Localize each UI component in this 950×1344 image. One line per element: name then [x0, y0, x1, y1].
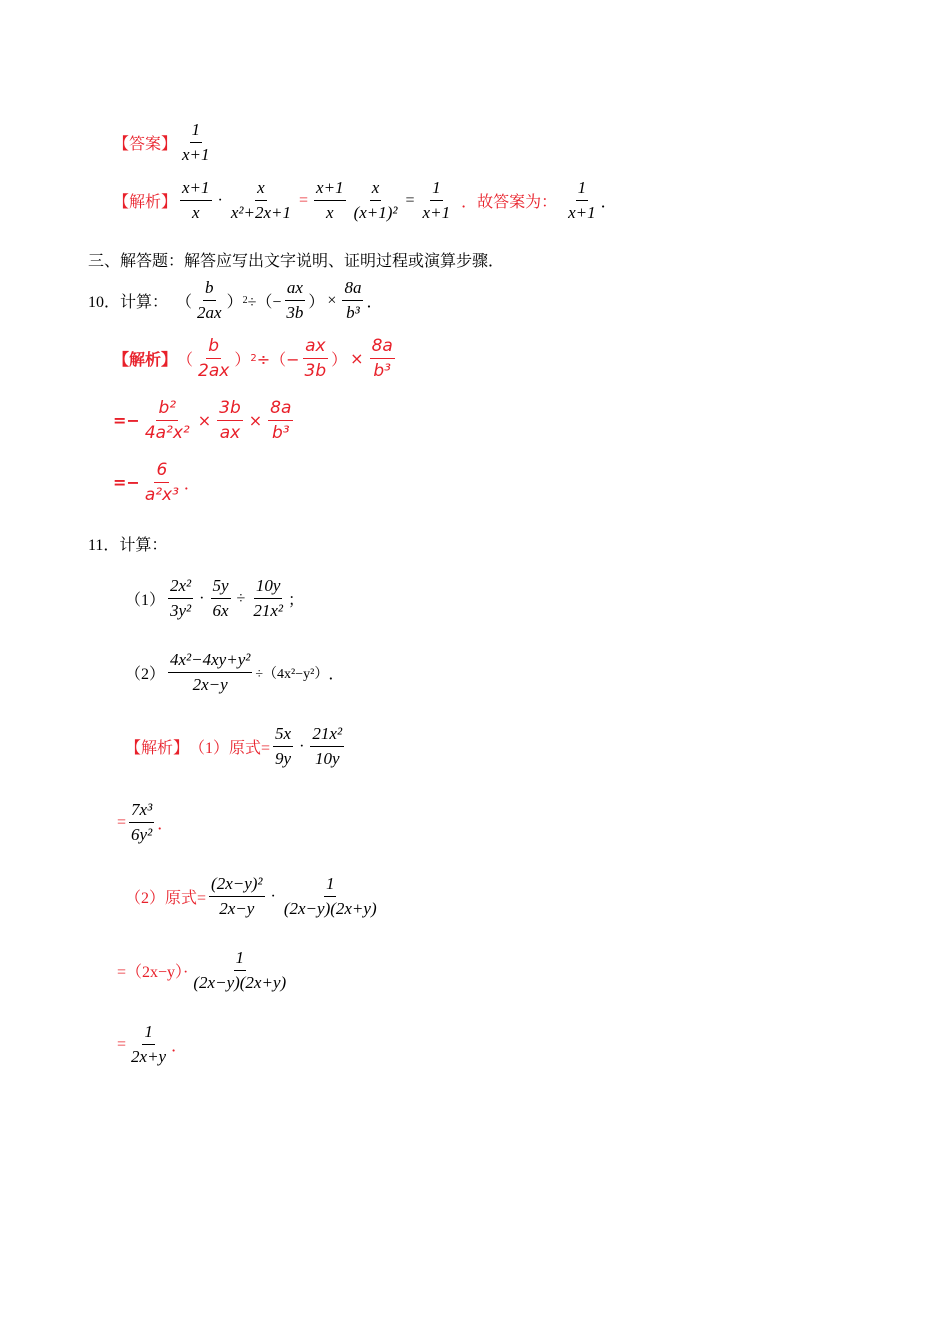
- q11ans-line3: （2）原式= $\frac{\text{(2x−y)²}}{2x-y}$ · $\frac{1}{(2x-y)(2x+y)}$: [125, 872, 382, 921]
- frac: $\frac{8a}{\text{b³}}$: [371, 336, 393, 381]
- frac: $\frac{\text{b²}}{\text{4a²x²}}$: [144, 398, 190, 443]
- frac: $\frac{\text{4x²−4xy+y²}}{2x-y}$: [170, 650, 251, 694]
- frac: $\frac{\text{2x²}}{\text{3y²}}$: [170, 576, 192, 620]
- answer-tag: 【答案】: [113, 136, 178, 153]
- frac: $\frac{ax}{3b}$: [304, 336, 327, 381]
- q10ans-line3: =− $\frac{6}{\text{a²x³}}$ ．: [113, 460, 200, 505]
- q11ans-line1: 【解析】 （1）原式= $\frac{5x}{9y}$ · $\frac{\text{21x²}}{10y}$: [125, 722, 347, 771]
- frac: $\frac{1}{2x+y}$: [131, 1022, 167, 1066]
- frac: $\frac{x}{\text{(x+1)²}}$: [353, 178, 398, 222]
- q11-part2: （2） $\frac{\text{4x²−4xy+y²}}{2x-y}$ ÷（4x²−y²） ．: [125, 648, 344, 697]
- q10ans-line1: 【解析】 （ $\frac{b}{2ax}$ ） 2 ÷（− $\frac{ax}{3b}$ ） × $\frac{8a}{\text{b³}}$: [113, 336, 393, 381]
- q11-label: 11．计算：: [88, 537, 168, 554]
- q11ans-line5: = $\frac{1}{2x+y}$ ．: [117, 1020, 187, 1069]
- frac: $\frac{3b}{ax}$: [219, 398, 241, 443]
- q11ans-line4: =（2x−y）· $\frac{1}{(2x-y)(2x+y)}$: [117, 946, 291, 995]
- frac: $\frac{\text{7x³}}{\text{6y²}}$: [131, 800, 153, 844]
- frac: $\frac{8a}{\text{b³}}$: [270, 398, 292, 443]
- q11-part1: （1） $\frac{\text{2x²}}{\text{3y²}}$ · $\frac{5y}{6x}$ ÷ $\frac{10y}{\text{21x²}}$ ；: [125, 574, 304, 623]
- frac: $\frac{1}{(2x-y)(2x+y)}$: [283, 874, 377, 918]
- frac: $\frac{x}{\text{x²+2x+1}}$: [230, 178, 292, 222]
- section3-title: 三、解答题：解答应写出文字说明、证明过程或演算步骤．: [88, 253, 505, 270]
- frac: $\frac{8a}{\text{b³}}$: [344, 278, 362, 322]
- frac: $\frac{b}{2ax}$: [198, 336, 230, 381]
- frac: $\frac{10y}{\text{21x²}}$: [253, 576, 283, 620]
- frac: $\frac{1}{(2x-y)(2x+y)}$: [193, 948, 287, 992]
- frac: $\frac{5y}{6x}$: [212, 576, 229, 620]
- frac: $\frac{1}{x+1}$: [422, 178, 451, 222]
- frac: $\frac{\text{21x²}}{10y}$: [312, 724, 343, 768]
- analysis1-tag: 【解析】: [113, 194, 178, 211]
- answer-fraction: $\frac{1}{x+1}$: [182, 120, 210, 164]
- analysis1-line: 【解析】 $\frac{x+1}{x}$ · $\frac{x}{\text{x²+2x+1}}$ = $\frac{x+1}{x}$ $\frac{x}{\text{(x+1)²}}$ = $\frac{1}{x+1}$ ．故答案为： $\frac{1}{x+1}$ ．: [113, 176, 617, 225]
- q10ans-line2: =− $\frac{\text{b²}}{\text{4a²x²}}$ × $\frac{3b}{ax}$ × $\frac{8a}{\text{b³}}$: [113, 398, 292, 443]
- frac: $\frac{5x}{9y}$: [275, 724, 292, 768]
- frac: $\frac{6}{\text{a²x³}}$: [144, 460, 179, 505]
- q11ans-line2: = $\frac{\text{7x³}}{\text{6y²}}$ ．: [117, 798, 173, 847]
- frac: $\frac{b}{2ax}$: [197, 278, 222, 322]
- frac: $\frac{x+1}{x}$: [182, 178, 210, 222]
- answer-line: [113, 118, 215, 167]
- frac: $\frac{ax}{3b}$: [286, 278, 304, 322]
- frac: $\frac{1}{x+1}$: [568, 178, 596, 222]
- frac: $\frac{\text{(2x−y)²}}{2x-y}$: [211, 874, 263, 918]
- frac: $\frac{x+1}{x}$: [316, 178, 344, 222]
- q10-line: 10．计算： （ $\frac{b}{2ax}$ ） 2 ÷（− $\frac{ax}{3b}$ ） × $\frac{8a}{\text{b³}}$ ．: [88, 276, 382, 325]
